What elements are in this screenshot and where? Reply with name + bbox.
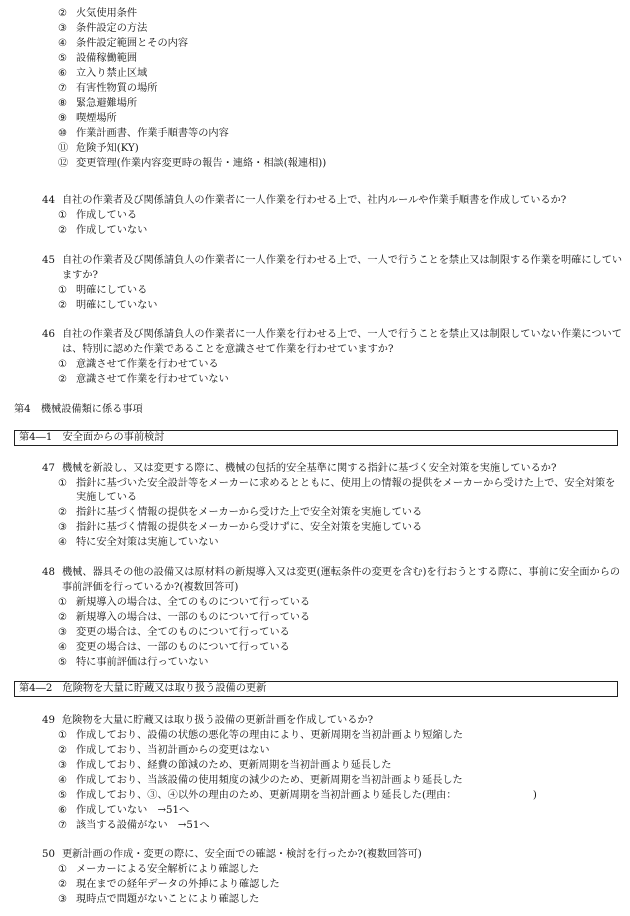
subsection-box: 第4―1 安全面からの事前検討 (14, 430, 618, 446)
answer-option[interactable]: ④ 変更の場合は、一部のものについて行っている (58, 642, 290, 653)
list-item: ⑧ 緊急避難場所 (58, 98, 138, 109)
answer-option[interactable]: ② 作成していない (58, 225, 148, 236)
answer-option[interactable]: ② 指針に基づく情報の提供をメーカーから受けた上で安全対策を実施している (58, 507, 423, 518)
question-text: 47 機械を新設し、又は変更する際に、機械の包括的安全基準に関する指針に基づく安全対策を実施しているか? (42, 463, 557, 474)
answer-option[interactable]: ① 作成している (58, 210, 138, 221)
answer-option[interactable]: ③ 現時点で問題がないことにより確認した (58, 894, 260, 905)
question-text-continued: 事前評価を行っているか?(複数回答可) (62, 582, 239, 593)
list-item: ② 火気使用条件 (58, 8, 138, 19)
answer-option[interactable]: ② 現在までの経年データの外挿により確認した (58, 879, 280, 890)
answer-option[interactable]: ① 明確にしている (58, 285, 148, 296)
list-item: ⑥ 立入り禁止区域 (58, 68, 148, 79)
question-text-continued: は、特別に認めた作業であることを意識させて作業を行わせていますか? (62, 344, 394, 355)
question-text-continued: ますか? (62, 270, 99, 281)
answer-option[interactable]: ⑤ 作成しており、③、④以外の理由のため、更新周期を当初計画より延長した(理由： ) (58, 790, 537, 801)
question-text: 46 自社の作業者及び関係請負人の作業者に一人作業を行わせる上で、一人で行うことを禁止又は制限していない作業について (42, 329, 622, 340)
answer-option[interactable]: ① 指針に基づいた安全設計等をメーカーに求めるとともに、使用上の情報の提供をメーカーから受けた上で、安全対策を (58, 478, 616, 489)
list-item: ⑨ 喫煙場所 (58, 113, 117, 124)
list-item: ⑫ 変更管理(作業内容変更時の報告・連絡・相談(報連相)) (58, 158, 327, 169)
answer-option-continued: 実施している (76, 492, 138, 503)
answer-option[interactable]: ① メーカーによる安全解析により確認した (58, 864, 260, 875)
answer-option[interactable]: ⑤ 特に事前評価は行っていない (58, 657, 209, 668)
list-item: ④ 条件設定範囲とその内容 (58, 38, 189, 49)
answer-option[interactable]: ④ 作成しており、当該設備の使用頻度の減少のため、更新周期を当初計画より延長した (58, 775, 463, 786)
list-item: ⑪ 危険予知(KY) (58, 143, 139, 154)
answer-option[interactable]: ① 作成しており、設備の状態の悪化等の理由により、更新周期を当初計画より短縮した (58, 730, 464, 741)
answer-option[interactable]: ⑥ 作成していない →51へ (58, 805, 190, 816)
answer-option[interactable]: ① 意識させて作業を行わせている (58, 359, 219, 370)
answer-option[interactable]: ⑦ 該当する設備がない →51へ (58, 820, 210, 831)
answer-option[interactable]: ② 作成しており、当初計画からの変更はない (58, 745, 270, 756)
question-text: 45 自社の作業者及び関係請負人の作業者に一人作業を行わせる上で、一人で行うことを禁止又は制限する作業を明確にしてい (42, 255, 623, 266)
question-text: 48 機械、器具その他の設備又は原材料の新規導入又は変更(運転条件の変更を含む)を行おうとする際に、事前に安全面からの (42, 567, 621, 578)
section-heading: 第4 機械設備類に係る事項 (14, 404, 143, 415)
answer-option[interactable]: ① 新規導入の場合は、全てのものについて行っている (58, 597, 311, 608)
question-text: 44 自社の作業者及び関係請負人の作業者に一人作業を行わせる上で、社内ルールや作業手順書を作成しているか? (42, 195, 567, 206)
answer-option[interactable]: ③ 指針に基づく情報の提供をメーカーから受けずに、安全対策を実施している (58, 522, 423, 533)
list-item: ⑤ 設備稼働範囲 (58, 53, 138, 64)
subsection-box: 第4―2 危険物を大量に貯蔵又は取り扱う設備の更新 (14, 681, 618, 697)
list-item: ⑦ 有害性物質の場所 (58, 83, 158, 94)
answer-option[interactable]: ② 明確にしていない (58, 300, 158, 311)
list-item: ⑩ 作業計画書、作業手順書等の内容 (58, 128, 229, 139)
question-text: 49 危険物を大量に貯蔵又は取り扱う設備の更新計画を作成しているか? (42, 715, 374, 726)
answer-option[interactable]: ③ 変更の場合は、全てのものについて行っている (58, 627, 290, 638)
answer-option[interactable]: ③ 作成しており、経費の節減のため、更新周期を当初計画より延長した (58, 760, 392, 771)
answer-option[interactable]: ④ 特に安全対策は実施していない (58, 537, 219, 548)
question-text: 50 更新計画の作成・変更の際に、安全面での確認・検討を行ったか?(複数回答可) (42, 849, 422, 860)
answer-option[interactable]: ② 意識させて作業を行わせていない (58, 374, 229, 385)
list-item: ③ 条件設定の方法 (58, 23, 148, 34)
answer-option[interactable]: ② 新規導入の場合は、一部のものについて行っている (58, 612, 311, 623)
